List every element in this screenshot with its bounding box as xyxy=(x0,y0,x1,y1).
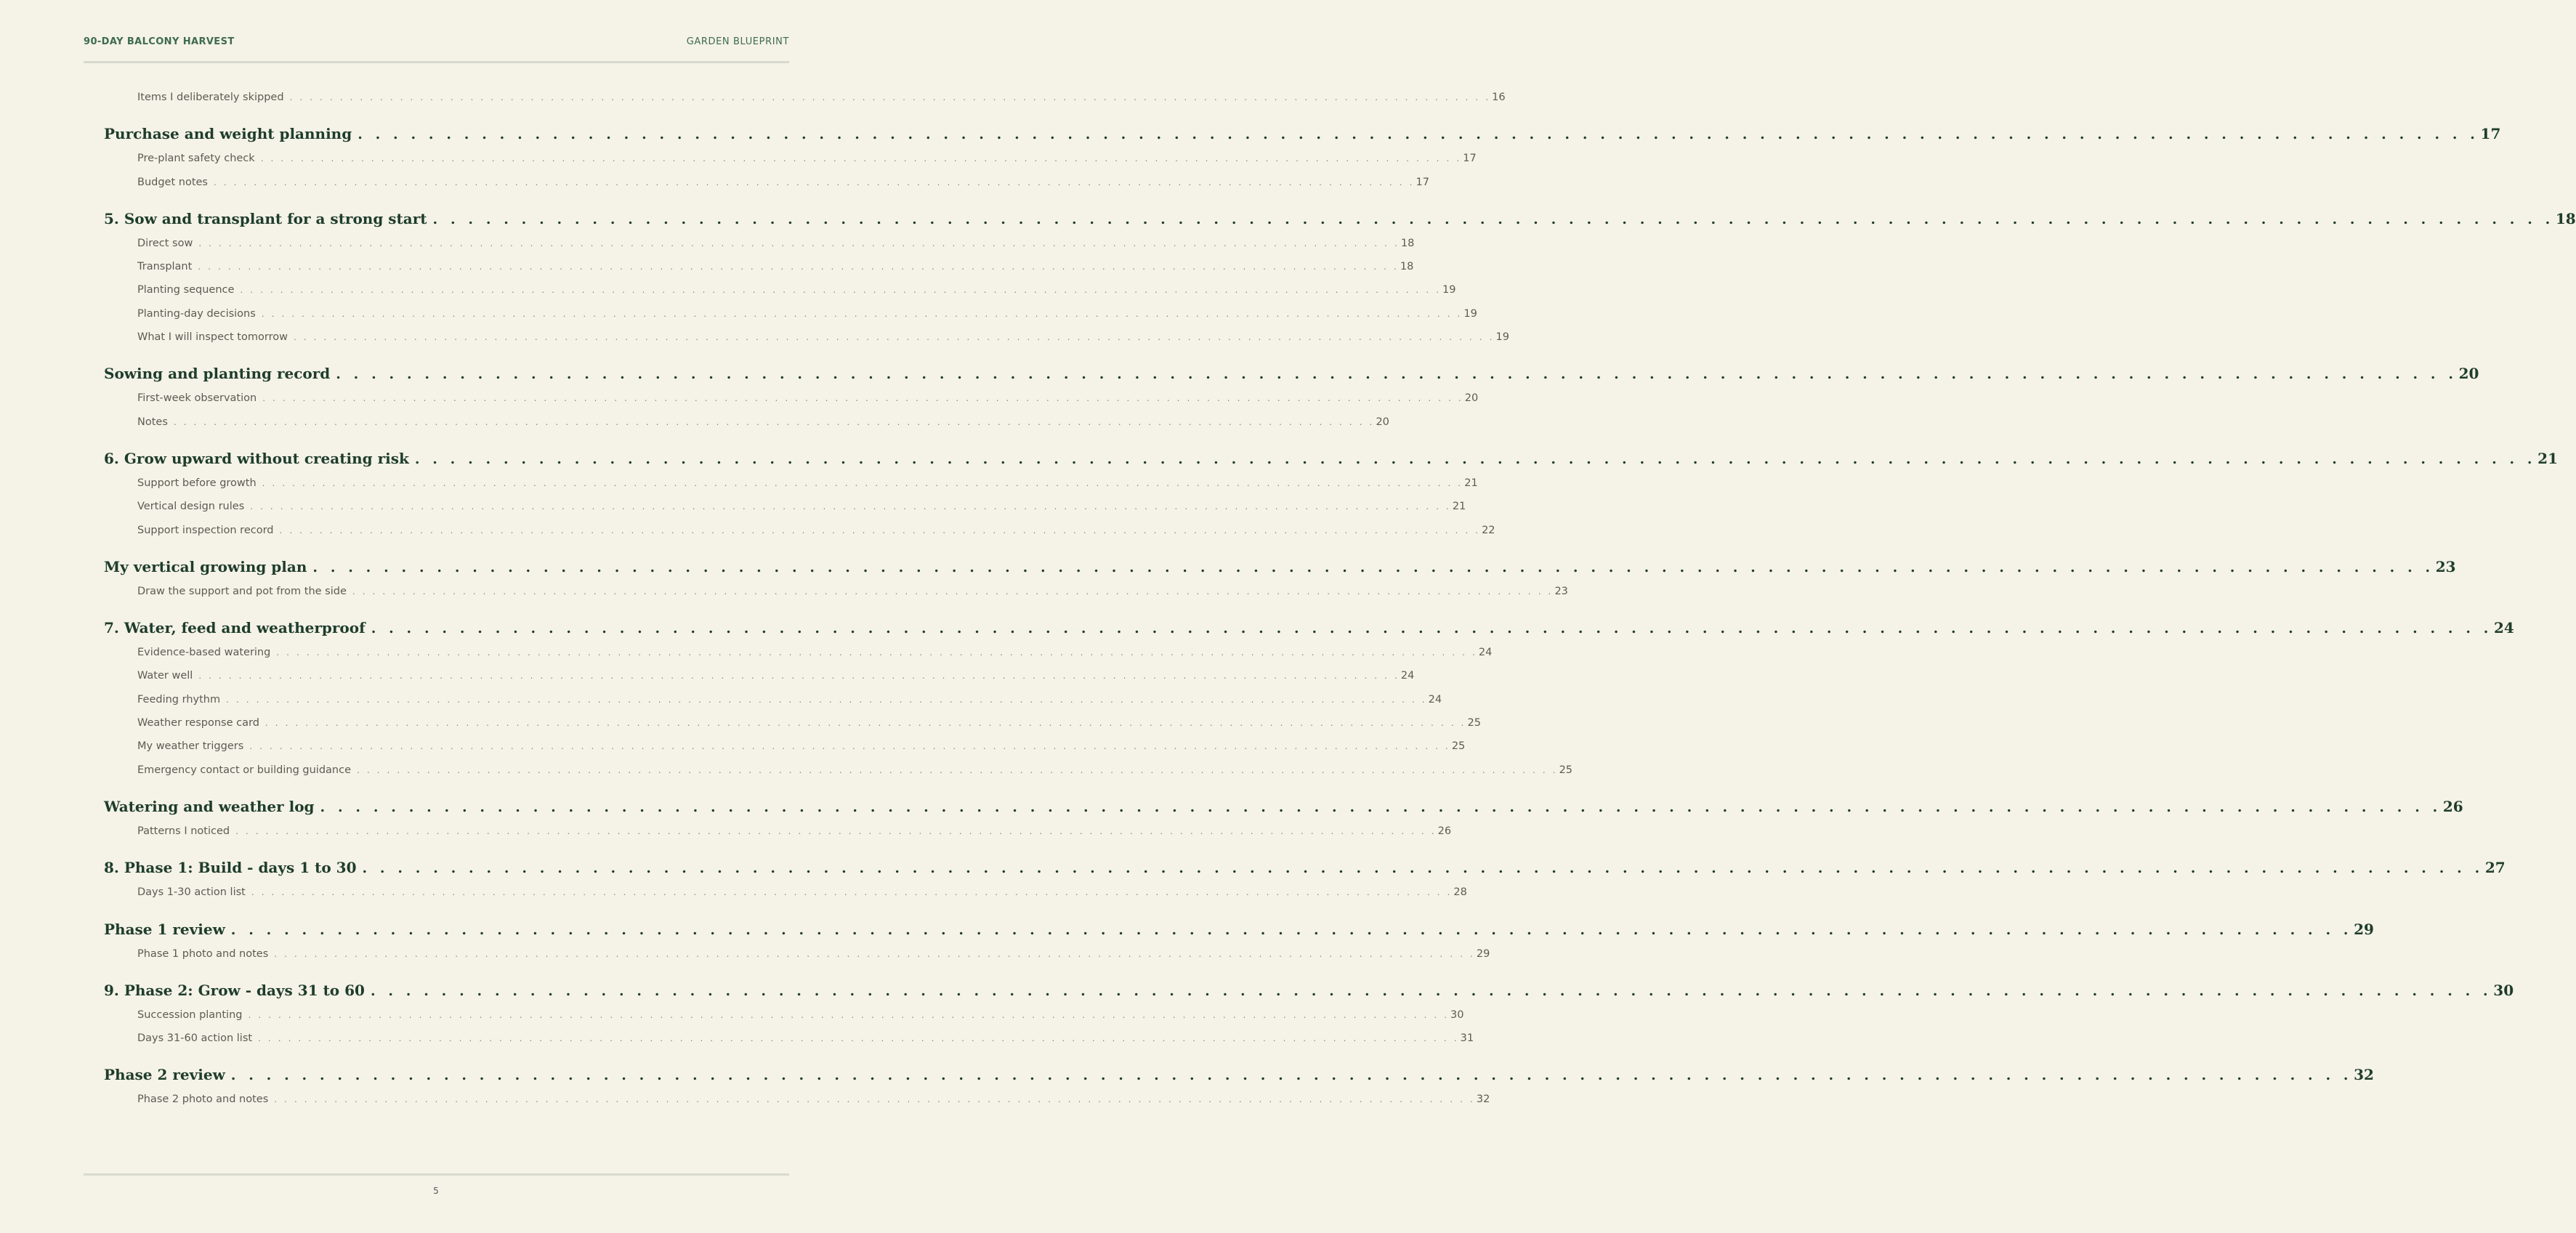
dot-leader: . . . . . . . . . . . . . . . . . . . . . . . . . . . . . . . . . . . . . . . . . . . . . . . . . . . . . . . . . . . . . . . . . . . . . . . . . . . . . . . . . . . . . . . . . . . . . . . . . . . . . . . . . . . . . . . . . . . . . . . . xyxy=(248,1009,1450,1020)
toc-entry-title: Vertical design rules xyxy=(137,501,245,513)
toc-section-entry[interactable] xyxy=(104,793,2463,820)
dot-leader: . . . . . . . . . . . . . . . . . . . . . . . . . . . . . . . . . . . . . . . . . . . . . . . . . . . . . . . . . . . . . . . . . . . . . . . . . . . . . . . . . . . . . . . . . . . . . . . . . . . . . . . . . . . . . . . . . . . . . . . . xyxy=(173,416,1375,427)
dot-leader: . . . . . . . . . . . . . . . . . . . . . . . . . . . . . . . . . . . . . . . . . . . . . . . . . . . . . . . . . . . . . . . . . . . . . . . . . . . . . . . . . . . . . . . . . . . . . . . . . . . . . . . . . . . . . . . . . . . . . . . . xyxy=(432,211,2554,227)
dot-leader: . . . . . . . . . . . . . . . . . . . . . . . . . . . . . . . . . . . . . . . . . . . . . . . . . . . . . . . . . . . . . . . . . . . . . . . . . . . . . . . . . . . . . . . . . . . . . . . . . . . . . . . . . . . . . . . . . . . . . . . . xyxy=(274,948,1475,959)
toc-entry-title: Days 1-30 action list xyxy=(137,886,246,899)
dot-leader: . . . . . . . . . . . . . . . . . . . . . . . . . . . . . . . . . . . . . . . . . . . . . . . . . . . . . . . . . . . . . . . . . . . . . . . . . . . . . . . . . . . . . . . . . . . . . . . . . . . . . . . . . . . . . . . . . . . . . . . . xyxy=(260,153,1462,164)
table-of-contents xyxy=(104,86,2576,1112)
toc-entry-page: 24 xyxy=(1400,670,1415,682)
toc-entry-title: Notes xyxy=(137,416,168,428)
toc-subsection-entry[interactable] xyxy=(137,711,1481,735)
toc-entry-page: 20 xyxy=(2458,365,2479,383)
toc-entry-title: Emergency contact or building guidance xyxy=(137,764,351,776)
toc-subsection-entry[interactable] xyxy=(137,664,1415,687)
dot-leader: . . . . . . . . . . . . . . . . . . . . . . . . . . . . . . . . . . . . . . . . . . . . . . . . . . . . . . . . . . . . . . . . . . . . . . . . . . . . . . . . . . . . . . . . . . . . . . . . . . . . . . . . . . . . . . . . . . . . . . . . xyxy=(262,477,1463,488)
toc-entry-page: 16 xyxy=(1492,92,1506,103)
toc-entry-title: 6. Grow upward without creating risk xyxy=(104,449,409,467)
toc-entry-title: Items I deliberately skipped xyxy=(137,92,284,103)
toc-entry-page: 23 xyxy=(2435,557,2456,575)
toc-entry-title: Phase 1 review xyxy=(104,920,225,938)
toc-entry-title: Budget notes xyxy=(137,176,208,188)
toc-subsection-entry[interactable] xyxy=(137,302,1477,326)
toc-section-entry[interactable] xyxy=(104,121,2501,147)
toc-entry-title: Patterns I noticed xyxy=(137,825,230,837)
toc-entry-page: 18 xyxy=(1400,237,1415,249)
toc-subsection-entry[interactable] xyxy=(137,255,1414,278)
toc-subsection-entry[interactable] xyxy=(137,641,1493,664)
toc-entry-page: 29 xyxy=(1476,947,1490,960)
toc-entry-title: Direct sow xyxy=(137,237,193,249)
toc-entry-page: 17 xyxy=(1416,176,1429,188)
toc-entry-page: 24 xyxy=(1428,693,1442,706)
toc-entry-title: 5. Sow and transplant for a strong start xyxy=(104,209,427,227)
toc-entry-title: Planting sequence xyxy=(137,284,235,296)
toc-entry-page: 20 xyxy=(1376,416,1389,428)
toc-section-entry[interactable] xyxy=(104,1062,2374,1088)
toc-section-entry[interactable] xyxy=(104,554,2456,580)
toc-subsection-entry[interactable] xyxy=(137,881,1467,904)
toc-entry-title: Transplant xyxy=(137,261,193,273)
toc-entry-title: Pre-plant safety check xyxy=(137,153,255,165)
toc-entry-page: 25 xyxy=(1451,740,1466,753)
toc-entry-title: Draw the support and pot from the side xyxy=(137,585,347,597)
dot-leader: . . . . . . . . . . . . . . . . . . . . . . . . . . . . . . . . . . . . . . . . . . . . . . . . . . . . . . . . . . . . . . . . . . . . . . . . . . . . . . . . . . . . . . . . . . . . . . . . . . . . . . . . . . . . . . . . . . . . . . . . xyxy=(249,741,1450,752)
dot-leader: . . . . . . . . . . . . . . . . . . . . . . . . . . . . . . . . . . . . . . . . . . . . . . . . . . . . . . . . . . . . . . . . . . . . . . . . . . . . . . . . . . . . . . . . . . . . . . . . . . . . . . . . . . . . . . . . . . . . . . . . xyxy=(261,308,1463,319)
dot-leader: . . . . . . . . . . . . . . . . . . . . . . . . . . . . . . . . . . . . . . . . . . . . . . . . . . . . . . . . . . . . . . . . . . . . . . . . . . . . . . . . . . . . . . . . . . . . . . . . . . . . . . . . . . . . . . . . . . . . . . . . xyxy=(312,559,2434,575)
dot-leader: . . . . . . . . . . . . . . . . . . . . . . . . . . . . . . . . . . . . . . . . . . . . . . . . . . . . . . . . . . . . . . . . . . . . . . . . . . . . . . . . . . . . . . . . . . . . . . . . . . . . . . . . . . . . . . . . . . . . . . . . xyxy=(371,620,2493,637)
toc-entry-page: 17 xyxy=(1463,153,1477,165)
toc-section-entry[interactable] xyxy=(104,615,2514,641)
toc-entry-page: 17 xyxy=(2480,125,2501,143)
toc-section-entry[interactable] xyxy=(104,854,2506,881)
toc-subsection-entry[interactable] xyxy=(137,147,1477,170)
dot-leader: . . . . . . . . . . . . . . . . . . . . . . . . . . . . . . . . . . . . . . . . . . . . . . . . . . . . . . . . . . . . . . . . . . . . . . . . . . . . . . . . . . . . . . . . . . . . . . . . . . . . . . . . . . . . . . . . . . . . . . . . xyxy=(358,126,2479,143)
toc-subsection-entry[interactable] xyxy=(137,580,1568,603)
dot-leader: . . . . . . . . . . . . . . . . . . . . . . . . . . . . . . . . . . . . . . . . . . . . . . . . . . . . . . . . . . . . . . . . . . . . . . . . . . . . . . . . . . . . . . . . . . . . . . . . . . . . . . . . . . . . . . . . . . . . . . . . xyxy=(370,982,2492,999)
header-divider xyxy=(84,61,789,63)
toc-subsection-entry[interactable] xyxy=(137,1027,1474,1050)
dot-leader: . . . . . . . . . . . . . . . . . . . . . . . . . . . . . . . . . . . . . . . . . . . . . . . . . . . . . . . . . . . . . . . . . . . . . . . . . . . . . . . . . . . . . . . . . . . . . . . . . . . . . . . . . . . . . . . . . . . . . . . . xyxy=(251,887,1453,898)
toc-subsection-entry[interactable] xyxy=(137,472,1478,495)
toc-entry-page: 19 xyxy=(1442,284,1456,296)
running-header xyxy=(84,36,789,51)
toc-subsection-entry[interactable] xyxy=(137,1003,1464,1027)
toc-entry-page: 22 xyxy=(1482,524,1495,536)
toc-entry-page: 19 xyxy=(1495,331,1509,344)
dot-leader: . . . . . . . . . . . . . . . . . . . . . . . . . . . . . . . . . . . . . . . . . . . . . . . . . . . . . . . . . . . . . . . . . . . . . . . . . . . . . . . . . . . . . . . . . . . . . . . . . . . . . . . . . . . . . . . . . . . . . . . . xyxy=(336,366,2458,383)
toc-entry-title: Planting-day decisions xyxy=(137,307,256,320)
toc-subsection-entry[interactable] xyxy=(137,86,1506,109)
book-title: 90-DAY BALCONY HARVEST xyxy=(84,36,235,47)
toc-entry-title: Weather response card xyxy=(137,717,259,729)
toc-section-entry[interactable] xyxy=(104,916,2374,942)
toc-section-entry[interactable] xyxy=(104,360,2479,387)
toc-entry-page: 21 xyxy=(2537,449,2558,467)
dot-leader: . . . . . . . . . . . . . . . . . . . . . . . . . . . . . . . . . . . . . . . . . . . . . . . . . . . . . . . . . . . . . . . . . . . . . . . . . . . . . . . . . . . . . . . . . . . . . . . . . . . . . . . . . . . . . . . . . . . . . . . . xyxy=(226,694,1427,705)
toc-subsection-entry[interactable] xyxy=(137,1088,1490,1111)
toc-entry-title: Feeding rhythm xyxy=(137,693,221,706)
toc-subsection-entry[interactable] xyxy=(137,820,1452,843)
toc-entry-title: Support inspection record xyxy=(137,524,274,536)
toc-entry-title: Phase 1 photo and notes xyxy=(137,947,269,960)
toc-entry-page: 30 xyxy=(1450,1008,1464,1021)
toc-entry-title: Sowing and planting record xyxy=(104,365,331,383)
toc-entry-title: My weather triggers xyxy=(137,740,244,753)
toc-entry-page: 26 xyxy=(2442,797,2463,815)
page-number: 5 xyxy=(433,1186,439,1196)
toc-entry-title: Watering and weather log xyxy=(104,797,315,815)
dot-leader: . . . . . . . . . . . . . . . . . . . . . . . . . . . . . . . . . . . . . . . . . . . . . . . . . . . . . . . . . . . . . . . . . . . . . . . . . . . . . . . . . . . . . . . . . . . . . . . . . . . . . . . . . . . . . . . . . . . . . . . . xyxy=(320,799,2442,815)
dot-leader: . . . . . . . . . . . . . . . . . . . . . . . . . . . . . . . . . . . . . . . . . . . . . . . . . . . . . . . . . . . . . . . . . . . . . . . . . . . . . . . . . . . . . . . . . . . . . . . . . . . . . . . . . . . . . . . . . . . . . . . . xyxy=(414,450,2537,467)
toc-entry-page: 24 xyxy=(2494,619,2514,637)
dot-leader: . . . . . . . . . . . . . . . . . . . . . . . . . . . . . . . . . . . . . . . . . . . . . . . . . . . . . . . . . . . . . . . . . . . . . . . . . . . . . . . . . . . . . . . . . . . . . . . . . . . . . . . . . . . . . . . . . . . . . . . . xyxy=(293,332,1495,343)
toc-entry-page: 18 xyxy=(2555,209,2576,227)
toc-entry-page: 24 xyxy=(1478,647,1493,659)
toc-subsection-entry[interactable] xyxy=(137,735,1466,758)
dot-leader: . . . . . . . . . . . . . . . . . . . . . . . . . . . . . . . . . . . . . . . . . . . . . . . . . . . . . . . . . . . . . . . . . . . . . . . . . . . . . . . . . . . . . . . . . . . . . . . . . . . . . . . . . . . . . . . . . . . . . . . . xyxy=(262,393,1463,404)
toc-entry-page: 32 xyxy=(2354,1066,2374,1084)
dot-leader: . . . . . . . . . . . . . . . . . . . . . . . . . . . . . . . . . . . . . . . . . . . . . . . . . . . . . . . . . . . . . . . . . . . . . . . . . . . . . . . . . . . . . . . . . . . . . . . . . . . . . . . . . . . . . . . . . . . . . . . . xyxy=(362,860,2484,877)
toc-entry-title: Succession planting xyxy=(137,1008,243,1021)
toc-entry-page: 25 xyxy=(1467,717,1481,729)
dot-leader: . . . . . . . . . . . . . . . . . . . . . . . . . . . . . . . . . . . . . . . . . . . . . . . . . . . . . . . . . . . . . . . . . . . . . . . . . . . . . . . . . . . . . . . . . . . . . . . . . . . . . . . . . . . . . . . . . . . . . . . . xyxy=(235,825,1437,836)
dot-leader: . . . . . . . . . . . . . . . . . . . . . . . . . . . . . . . . . . . . . . . . . . . . . . . . . . . . . . . . . . . . . . . . . . . . . . . . . . . . . . . . . . . . . . . . . . . . . . . . . . . . . . . . . . . . . . . . . . . . . . . . xyxy=(274,1094,1475,1105)
toc-entry-page: 30 xyxy=(2493,981,2514,999)
toc-entry-page: 20 xyxy=(1464,392,1479,405)
toc-entry-title: Purchase and weight planning xyxy=(104,125,352,143)
dot-leader: . . . . . . . . . . . . . . . . . . . . . . . . . . . . . . . . . . . . . . . . . . . . . . . . . . . . . . . . . . . . . . . . . . . . . . . . . . . . . . . . . . . . . . . . . . . . . . . . . . . . . . . . . . . . . . . . . . . . . . . . xyxy=(250,501,1451,512)
toc-entry-title: First-week observation xyxy=(137,392,257,405)
toc-section-entry[interactable] xyxy=(104,977,2514,1003)
toc-subsection-entry[interactable] xyxy=(137,326,1509,349)
footer-divider xyxy=(84,1173,789,1176)
toc-subsection-entry[interactable] xyxy=(137,759,1573,782)
toc-subsection-entry[interactable] xyxy=(137,232,1415,255)
toc-entry-page: 18 xyxy=(1400,261,1414,273)
toc-section-entry[interactable] xyxy=(104,206,2576,232)
toc-entry-page: 26 xyxy=(1437,825,1452,837)
toc-entry-page: 29 xyxy=(2354,920,2374,938)
toc-entry-title: Phase 2 photo and notes xyxy=(137,1093,269,1106)
toc-entry-page: 21 xyxy=(1464,477,1478,489)
toc-entry-page: 23 xyxy=(1554,585,1568,597)
dot-leader: . . . . . . . . . . . . . . . . . . . . . . . . . . . . . . . . . . . . . . . . . . . . . . . . . . . . . . . . . . . . . . . . . . . . . . . . . . . . . . . . . . . . . . . . . . . . . . . . . . . . . . . . . . . . . . . . . . . . . . . . xyxy=(276,647,1477,658)
dot-leader: . . . . . . . . . . . . . . . . . . . . . . . . . . . . . . . . . . . . . . . . . . . . . . . . . . . . . . . . . . . . . . . . . . . . . . . . . . . . . . . . . . . . . . . . . . . . . . . . . . . . . . . . . . . . . . . . . . . . . . . . xyxy=(213,177,1415,187)
dot-leader: . . . . . . . . . . . . . . . . . . . . . . . . . . . . . . . . . . . . . . . . . . . . . . . . . . . . . . . . . . . . . . . . . . . . . . . . . . . . . . . . . . . . . . . . . . . . . . . . . . . . . . . . . . . . . . . . . . . . . . . . xyxy=(230,921,2353,938)
toc-subsection-entry[interactable] xyxy=(137,387,1479,410)
toc-entry-page: 31 xyxy=(1460,1032,1474,1045)
dot-leader: . . . . . . . . . . . . . . . . . . . . . . . . . . . . . . . . . . . . . . . . . . . . . . . . . . . . . . . . . . . . . . . . . . . . . . . . . . . . . . . . . . . . . . . . . . . . . . . . . . . . . . . . . . . . . . . . . . . . . . . . xyxy=(279,525,1481,535)
toc-entry-title: My vertical growing plan xyxy=(104,557,307,575)
toc-section-entry[interactable] xyxy=(104,445,2558,472)
toc-entry-page: 32 xyxy=(1476,1093,1490,1106)
dot-leader: . . . . . . . . . . . . . . . . . . . . . . . . . . . . . . . . . . . . . . . . . . . . . . . . . . . . . . . . . . . . . . . . . . . . . . . . . . . . . . . . . . . . . . . . . . . . . . . . . . . . . . . . . . . . . . . . . . . . . . . . xyxy=(198,671,1400,682)
toc-entry-title: 7. Water, feed and weatherproof xyxy=(104,619,366,637)
toc-entry-page: 27 xyxy=(2484,859,2506,877)
dot-leader: . . . . . . . . . . . . . . . . . . . . . . . . . . . . . . . . . . . . . . . . . . . . . . . . . . . . . . . . . . . . . . . . . . . . . . . . . . . . . . . . . . . . . . . . . . . . . . . . . . . . . . . . . . . . . . . . . . . . . . . . xyxy=(352,586,1554,597)
toc-entry-title: What I will inspect tomorrow xyxy=(137,331,288,344)
toc-entry-title: Water well xyxy=(137,670,193,682)
toc-subsection-entry[interactable] xyxy=(137,278,1456,302)
toc-subsection-entry[interactable] xyxy=(137,519,1495,542)
dot-leader: . . . . . . . . . . . . . . . . . . . . . . . . . . . . . . . . . . . . . . . . . . . . . . . . . . . . . . . . . . . . . . . . . . . . . . . . . . . . . . . . . . . . . . . . . . . . . . . . . . . . . . . . . . . . . . . . . . . . . . . . xyxy=(258,1033,1459,1044)
toc-entry-title: 8. Phase 1: Build - days 1 to 30 xyxy=(104,859,357,877)
toc-entry-page: 19 xyxy=(1463,307,1477,320)
toc-subsection-entry[interactable] xyxy=(137,942,1490,966)
toc-subsection-entry[interactable] xyxy=(137,495,1466,518)
dot-leader: . . . . . . . . . . . . . . . . . . . . . . . . . . . . . . . . . . . . . . . . . . . . . . . . . . . . . . . . . . . . . . . . . . . . . . . . . . . . . . . . . . . . . . . . . . . . . . . . . . . . . . . . . . . . . . . . . . . . . . . . xyxy=(230,1067,2353,1084)
dot-leader: . . . . . . . . . . . . . . . . . . . . . . . . . . . . . . . . . . . . . . . . . . . . . . . . . . . . . . . . . . . . . . . . . . . . . . . . . . . . . . . . . . . . . . . . . . . . . . . . . . . . . . . . . . . . . . . . . . . . . . . . xyxy=(240,285,1442,296)
toc-entry-title: Support before growth xyxy=(137,477,257,489)
section-title: GARDEN BLUEPRINT xyxy=(686,36,789,47)
toc-entry-title: 9. Phase 2: Grow - days 31 to 60 xyxy=(104,981,365,999)
dot-leader: . . . . . . . . . . . . . . . . . . . . . . . . . . . . . . . . . . . . . . . . . . . . . . . . . . . . . . . . . . . . . . . . . . . . . . . . . . . . . . . . . . . . . . . . . . . . . . . . . . . . . . . . . . . . . . . . . . . . . . . . xyxy=(289,92,1491,102)
toc-entry-page: 21 xyxy=(1452,501,1466,513)
dot-leader: . . . . . . . . . . . . . . . . . . . . . . . . . . . . . . . . . . . . . . . . . . . . . . . . . . . . . . . . . . . . . . . . . . . . . . . . . . . . . . . . . . . . . . . . . . . . . . . . . . . . . . . . . . . . . . . . . . . . . . . . xyxy=(198,262,1399,272)
dot-leader: . . . . . . . . . . . . . . . . . . . . . . . . . . . . . . . . . . . . . . . . . . . . . . . . . . . . . . . . . . . . . . . . . . . . . . . . . . . . . . . . . . . . . . . . . . . . . . . . . . . . . . . . . . . . . . . . . . . . . . . . xyxy=(265,718,1466,729)
toc-entry-title: Phase 2 review xyxy=(104,1066,225,1084)
toc-entry-title: Evidence-based watering xyxy=(137,647,271,659)
dot-leader: . . . . . . . . . . . . . . . . . . . . . . . . . . . . . . . . . . . . . . . . . . . . . . . . . . . . . . . . . . . . . . . . . . . . . . . . . . . . . . . . . . . . . . . . . . . . . . . . . . . . . . . . . . . . . . . . . . . . . . . . xyxy=(198,238,1400,248)
toc-entry-page: 25 xyxy=(1559,764,1573,776)
toc-subsection-entry[interactable] xyxy=(137,171,1429,194)
dot-leader: . . . . . . . . . . . . . . . . . . . . . . . . . . . . . . . . . . . . . . . . . . . . . . . . . . . . . . . . . . . . . . . . . . . . . . . . . . . . . . . . . . . . . . . . . . . . . . . . . . . . . . . . . . . . . . . . . . . . . . . . xyxy=(357,764,1558,775)
toc-entry-page: 28 xyxy=(1453,886,1467,899)
toc-subsection-entry[interactable] xyxy=(137,411,1389,434)
toc-entry-title: Days 31-60 action list xyxy=(137,1032,253,1045)
toc-subsection-entry[interactable] xyxy=(137,688,1442,711)
